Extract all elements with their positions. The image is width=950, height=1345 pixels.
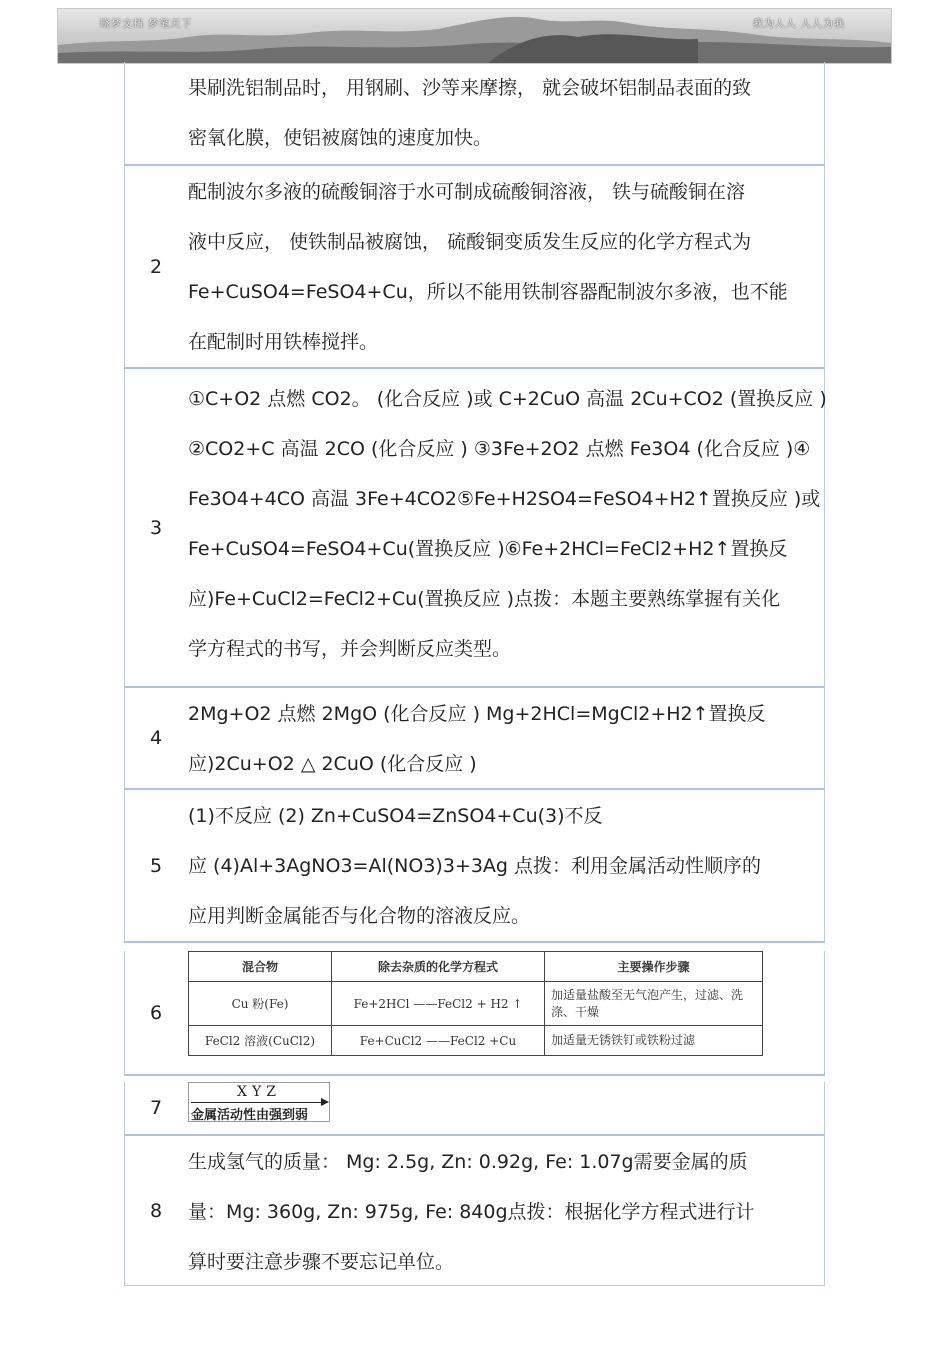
steps-cell: 加适量盐酸至无气泡产生，过滤、洗涤、干燥 bbox=[545, 982, 763, 1026]
answer-line: ②CO2+C 高温 2CO (化合反应 ) ③3Fe+2O2 点燃 Fe3O4 (化合反应 )④ bbox=[188, 438, 811, 460]
row-number bbox=[125, 62, 187, 164]
steps-cell: 加适量无锈铁钉或铁粉过滤 bbox=[545, 1026, 763, 1056]
answer-line: 密氧化膜，使铝被腐蚀的速度加快。 bbox=[188, 127, 493, 149]
header-left-slogan: 晓梦文档 梦笔天下 bbox=[100, 19, 193, 30]
answer-line: 果刷洗铝制品时， 用钢刷、沙等来摩擦， 就会破坏铝制品表面的致 bbox=[188, 77, 752, 99]
table-row bbox=[124, 790, 825, 943]
row-number: 4 bbox=[149, 727, 163, 749]
answer-line: Fe3O4+4CO 高温 3Fe+4CO2⑤Fe+H2SO4=FeSO4+H2↑置换反应 )或 bbox=[188, 488, 821, 510]
activity-order-figure bbox=[188, 1082, 330, 1122]
table-row bbox=[124, 688, 825, 790]
answer-line: 生成氢气的质量： Mg: 2.5g, Zn: 0.92g, Fe: 1.07g需要金属的质 bbox=[188, 1151, 748, 1173]
table-row bbox=[124, 951, 825, 1076]
equation-header: 除去杂质的化学方程式 bbox=[332, 952, 545, 982]
table-row bbox=[124, 1082, 825, 1136]
metal-letters: XYZ bbox=[237, 1084, 281, 1100]
answer-line: 配制波尔多液的硫酸铜溶于水可制成硫酸铜溶液， 铁与硫酸铜在溶 bbox=[188, 181, 746, 203]
answer-line: Fe+CuSO4=FeSO4+Cu(置换反应 )⑥Fe+2HCl=FeCl2+H2↑置换反 bbox=[188, 538, 788, 560]
row-number: 8 bbox=[149, 1199, 163, 1222]
mixture-cell: FeCl2 溶液(CuCl2) bbox=[189, 1026, 332, 1056]
answer-line: 应)Fe+CuCl2=FeCl2+Cu(置换反应 )点拨：本题主要熟练掌握有关化 bbox=[188, 588, 781, 610]
equation-cell: Fe+2HCl ——FeCl2 + H2 ↑ bbox=[332, 982, 545, 1026]
answer-line: 应用判断金属能否与化合物的溶液反应。 bbox=[188, 905, 531, 927]
answer-line: (1)不反应 (2) Zn+CuSO4=ZnSO4+Cu(3)不反 bbox=[188, 805, 603, 827]
answer-line: 2Mg+O2 点燃 2MgO (化合反应 ) Mg+2HCl=MgCl2+H2↑置换反 bbox=[188, 703, 766, 725]
answer-line: 学方程式的书写，并会判断反应类型。 bbox=[188, 638, 512, 660]
header-banner bbox=[57, 8, 892, 64]
row-number: 5 bbox=[149, 854, 163, 877]
arrow-icon bbox=[191, 1102, 327, 1103]
mixture-header: 混合物 bbox=[189, 952, 332, 982]
mixture-table bbox=[188, 951, 763, 1056]
answer-line: ①C+O2 点燃 CO2。 (化合反应 )或 C+2CuO 高温 2Cu+CO2 (置换反应 ) bbox=[188, 388, 827, 410]
table-row bbox=[124, 62, 825, 166]
answer-line: 量：Mg: 360g, Zn: 975g, Fe: 840g点拨：根据化学方程式进行计 bbox=[188, 1201, 755, 1223]
answer-line: 液中反应， 使铁制品被腐蚀， 硫酸铜变质发生反应的化学方程式为 bbox=[188, 231, 752, 253]
row-number: 7 bbox=[149, 1097, 163, 1119]
row-number: 6 bbox=[149, 1001, 163, 1024]
equation-cell: Fe+CuCl2 ——FeCl2 +Cu bbox=[332, 1026, 545, 1056]
header-right-slogan: 我为人人 人人为我 bbox=[752, 19, 845, 30]
figure-caption: 金属活动性由强到弱 bbox=[191, 1108, 309, 1123]
answer-line: Fe+CuSO4=FeSO4+Cu，所以不能用铁制容器配制波尔多液，也不能 bbox=[188, 281, 788, 303]
answer-line: 应)2Cu+O2 △ 2CuO (化合反应 ) bbox=[188, 753, 477, 775]
mixture-cell: Cu 粉(Fe) bbox=[189, 982, 332, 1026]
row-number: 3 bbox=[149, 516, 163, 539]
answer-line: 应 (4)Al+3AgNO3=Al(NO3)3+3Ag 点拨：利用金属活动性顺序的 bbox=[188, 855, 762, 877]
row-number: 2 bbox=[149, 255, 163, 278]
table-row bbox=[124, 166, 825, 369]
table-row bbox=[124, 369, 825, 688]
answer-line: 算时要注意步骤不要忘记单位。 bbox=[188, 1251, 455, 1273]
answer-line: 在配制时用铁棒搅拌。 bbox=[188, 331, 379, 353]
steps-header: 主要操作步骤 bbox=[545, 952, 763, 982]
answer-table bbox=[124, 62, 825, 1286]
table-row bbox=[124, 1136, 825, 1286]
